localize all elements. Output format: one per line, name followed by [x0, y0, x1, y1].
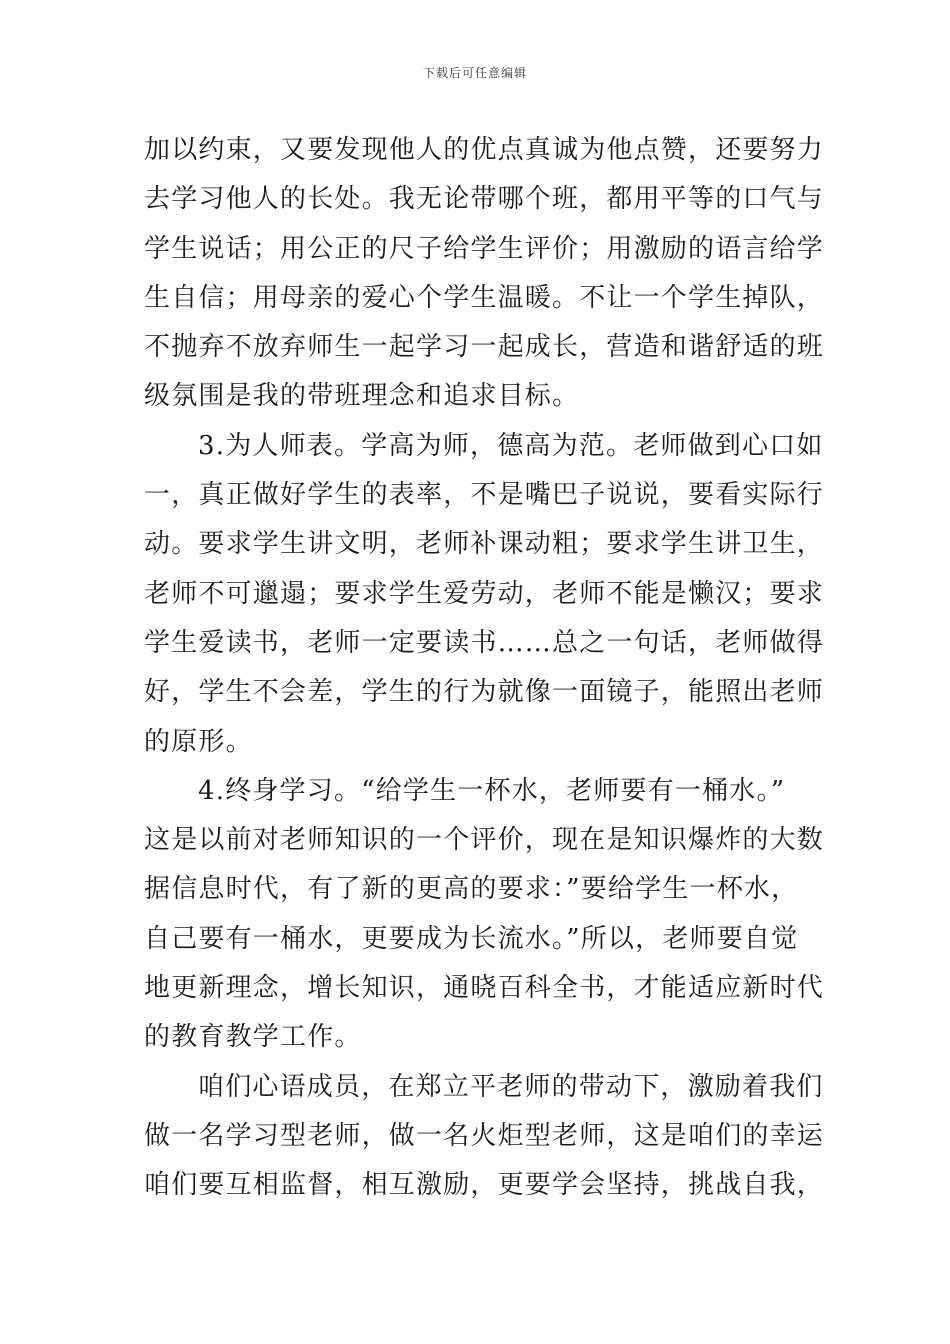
text-line: 的原形。: [144, 726, 253, 757]
text-line: 老师不可邋遢；要求学生爱劳动，老师不能是懒汉；要求: [144, 578, 825, 609]
paragraph-heading-line: 4.终身学习。“给学生一杯水，老师要有一桶水。”: [198, 775, 786, 806]
page-header: 下载后可任意编辑: [422, 66, 527, 80]
document-body: [144, 126, 825, 1211]
text-line: 一，真正做好学生的表率，不是嘴巴子说说，要看实际行: [144, 480, 825, 511]
text-line: 做一名学习型老师，做一名火炬型老师，这是咱们的幸运: [144, 1120, 825, 1151]
text-line: 生自信；用母亲的爱心个学生温暖。不让一个学生掉队，: [144, 282, 825, 313]
text-line: 学生说话；用公正的尺子给学生评价；用激励的语言给学: [144, 233, 825, 264]
text-line: 好，学生不会差，学生的行为就像一面镜子，能照出老师: [144, 677, 825, 708]
text-line: 据信息时代，有了新的更高的要求：”要给学生一杯水，: [144, 874, 799, 905]
text-line: 级氛围是我的带班理念和追求目标。: [144, 381, 580, 412]
text-line: 的教育教学工作。: [144, 1022, 362, 1053]
paragraph-start-line: 咱们心语成员，在郑立平老师的带动下，激励着我们: [198, 1071, 824, 1102]
text-line: 动。要求学生讲文明，老师补课动粗；要求学生讲卫生，: [144, 529, 825, 560]
text-line: 地更新理念，增长知识，通晓百科全书，才能适应新时代: [144, 973, 825, 1004]
text-line: 学生爱读书，老师一定要读书……总之一句话，老师做得: [144, 627, 825, 658]
text-line: 咱们要互相监督，相互激励，更要学会坚持，挑战自我，: [144, 1170, 825, 1201]
text-line: 这是以前对老师知识的一个评价，现在是知识爆炸的大数: [144, 825, 825, 856]
text-line: 不抛弃不放弃师生一起学习一起成长，营造和谐舒适的班: [144, 332, 825, 363]
text-line: 去学习他人的长处。我无论带哪个班，都用平等的口气与: [144, 184, 825, 215]
paragraph-heading-line: 3.为人师表。学高为师，德高为范。老师做到心口如: [198, 430, 824, 461]
text-line: 加以约束，又要发现他人的优点真诚为他点赞，还要努力: [144, 135, 825, 165]
text-line: 自己要有一桶水，更要成为长流水。”所以，老师要自觉: [144, 923, 799, 954]
